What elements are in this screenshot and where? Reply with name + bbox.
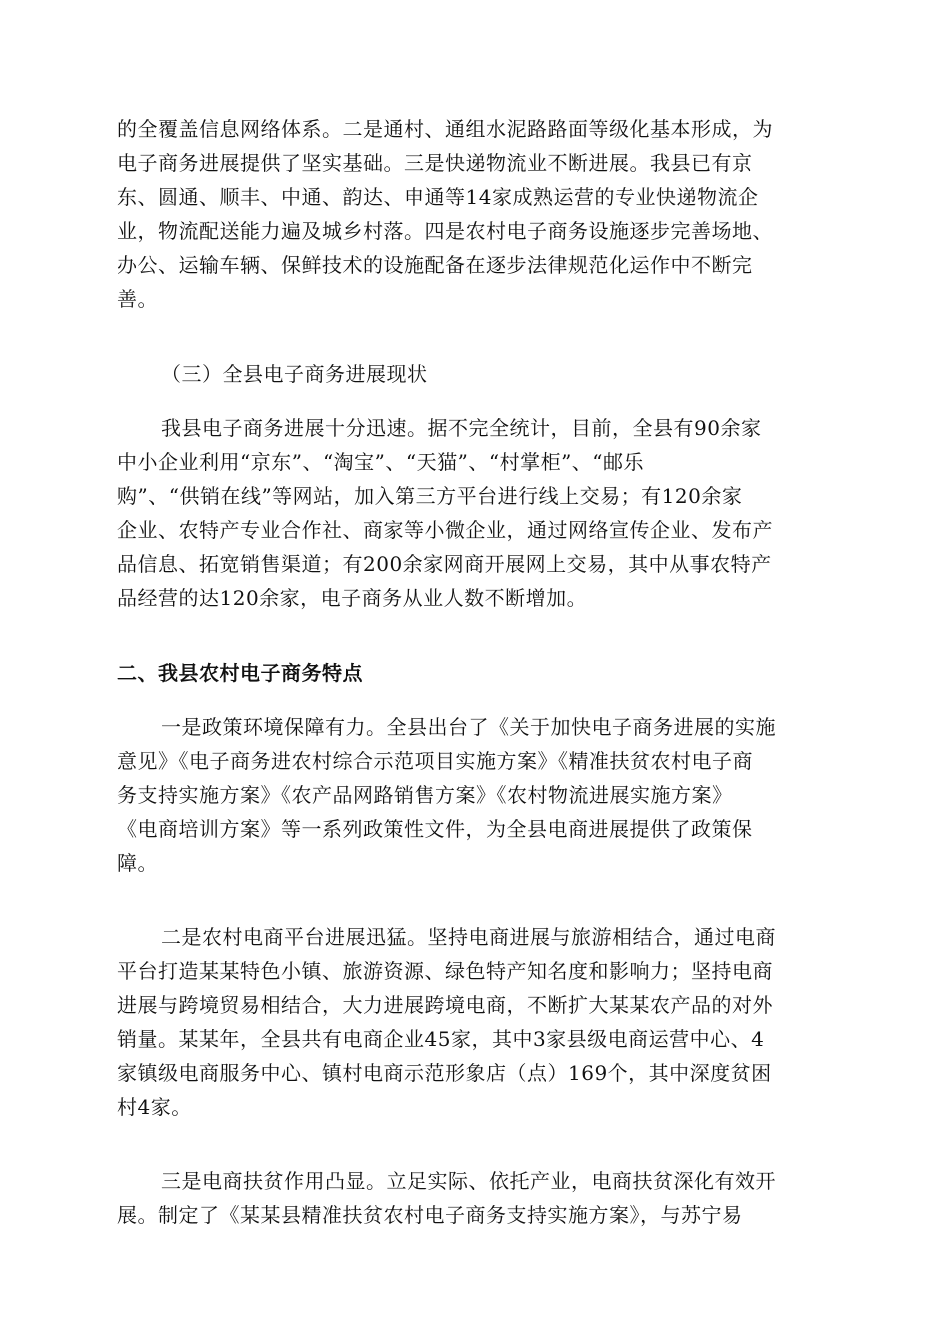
paragraph-policy bbox=[117, 710, 837, 880]
paragraph-infrastructure bbox=[117, 112, 837, 316]
text-line: 办公、运输车辆、保鲜技术的设施配备在逐步法律规范化运作中不断完 bbox=[117, 253, 753, 277]
text-line: 购”、“供销在线”等网站，加入第三方平台进行线上交易；有120余家 bbox=[117, 484, 743, 508]
text-line: 电子商务进展提供了坚实基础。三是快递物流业不断进展。我县已有京 bbox=[117, 151, 753, 175]
text-line: 《电商培训方案》等一系列政策性文件，为全县电商进展提供了政策保 bbox=[117, 817, 753, 841]
text-line: 中小企业利用“京东”、“淘宝”、“天猫”、“村掌柜”、“邮乐 bbox=[117, 450, 645, 474]
paragraph-platform bbox=[117, 920, 837, 1124]
paragraph-ecommerce-status bbox=[117, 411, 837, 615]
text-line: 的全覆盖信息网络体系。二是通村、通组水泥路路面等级化基本形成，为 bbox=[117, 117, 773, 141]
text-line: 品经营的达120余家，电子商务从业人数不断增加。 bbox=[117, 586, 588, 610]
text-line: 东、圆通、顺丰、中通、韵达、申通等14家成熟运营的专业快递物流企 bbox=[117, 185, 759, 209]
subheading-status bbox=[117, 357, 837, 391]
text-line: 村4家。 bbox=[117, 1095, 192, 1119]
text-line: 家镇级电商服务中心、镇村电商示范形象店（点）169个，其中深度贫困 bbox=[117, 1061, 772, 1085]
paragraph-poverty-alleviation bbox=[117, 1164, 837, 1232]
text-line: 务支持实施方案》《农产品网路销售方案》《农村物流进展实施方案》 bbox=[117, 783, 733, 807]
text-line: 二是农村电商平台进展迅猛。坚持电商进展与旅游相结合，通过电商 bbox=[161, 925, 776, 949]
text-line: 一是政策环境保障有力。全县出台了《关于加快电子商务进展的实施 bbox=[161, 715, 776, 739]
text-line: 业，物流配送能力遍及城乡村落。四是农村电子商务设施逐步完善场地、 bbox=[117, 219, 773, 243]
section-heading-text: 二、我县农村电子商务特点 bbox=[117, 661, 363, 685]
text-line: 三是电商扶贫作用凸显。立足实际、依托产业，电商扶贫深化有效开 bbox=[161, 1169, 776, 1193]
text-line: 销量。某某年，全县共有电商企业45家，其中3家县级电商运营中心、4 bbox=[117, 1027, 765, 1051]
text-line: 我县电子商务进展十分迅速。据不完全统计，目前，全县有90余家 bbox=[161, 416, 762, 440]
subheading-text: （三）全县电子商务进展现状 bbox=[161, 362, 428, 386]
section-heading bbox=[117, 656, 837, 690]
text-line: 平台打造某某特色小镇、旅游资源、绿色特产知名度和影响力；坚持电商 bbox=[117, 959, 773, 983]
text-line: 品信息、拓宽销售渠道；有200余家网商开展网上交易，其中从事农特产 bbox=[117, 552, 772, 576]
text-line: 进展与跨境贸易相结合，大力进展跨境电商，不断扩大某某农产品的对外 bbox=[117, 993, 773, 1017]
text-line: 善。 bbox=[117, 287, 158, 311]
text-line: 企业、农特产专业合作社、商家等小微企业，通过网络宣传企业、发布产 bbox=[117, 518, 773, 542]
text-line: 展。制定了《某某县精准扶贫农村电子商务支持实施方案》，与苏宁易 bbox=[117, 1203, 743, 1227]
text-line: 意见》《电子商务进农村综合示范项目实施方案》《精准扶贫农村电子商 bbox=[117, 749, 753, 773]
text-line: 障。 bbox=[117, 851, 158, 875]
